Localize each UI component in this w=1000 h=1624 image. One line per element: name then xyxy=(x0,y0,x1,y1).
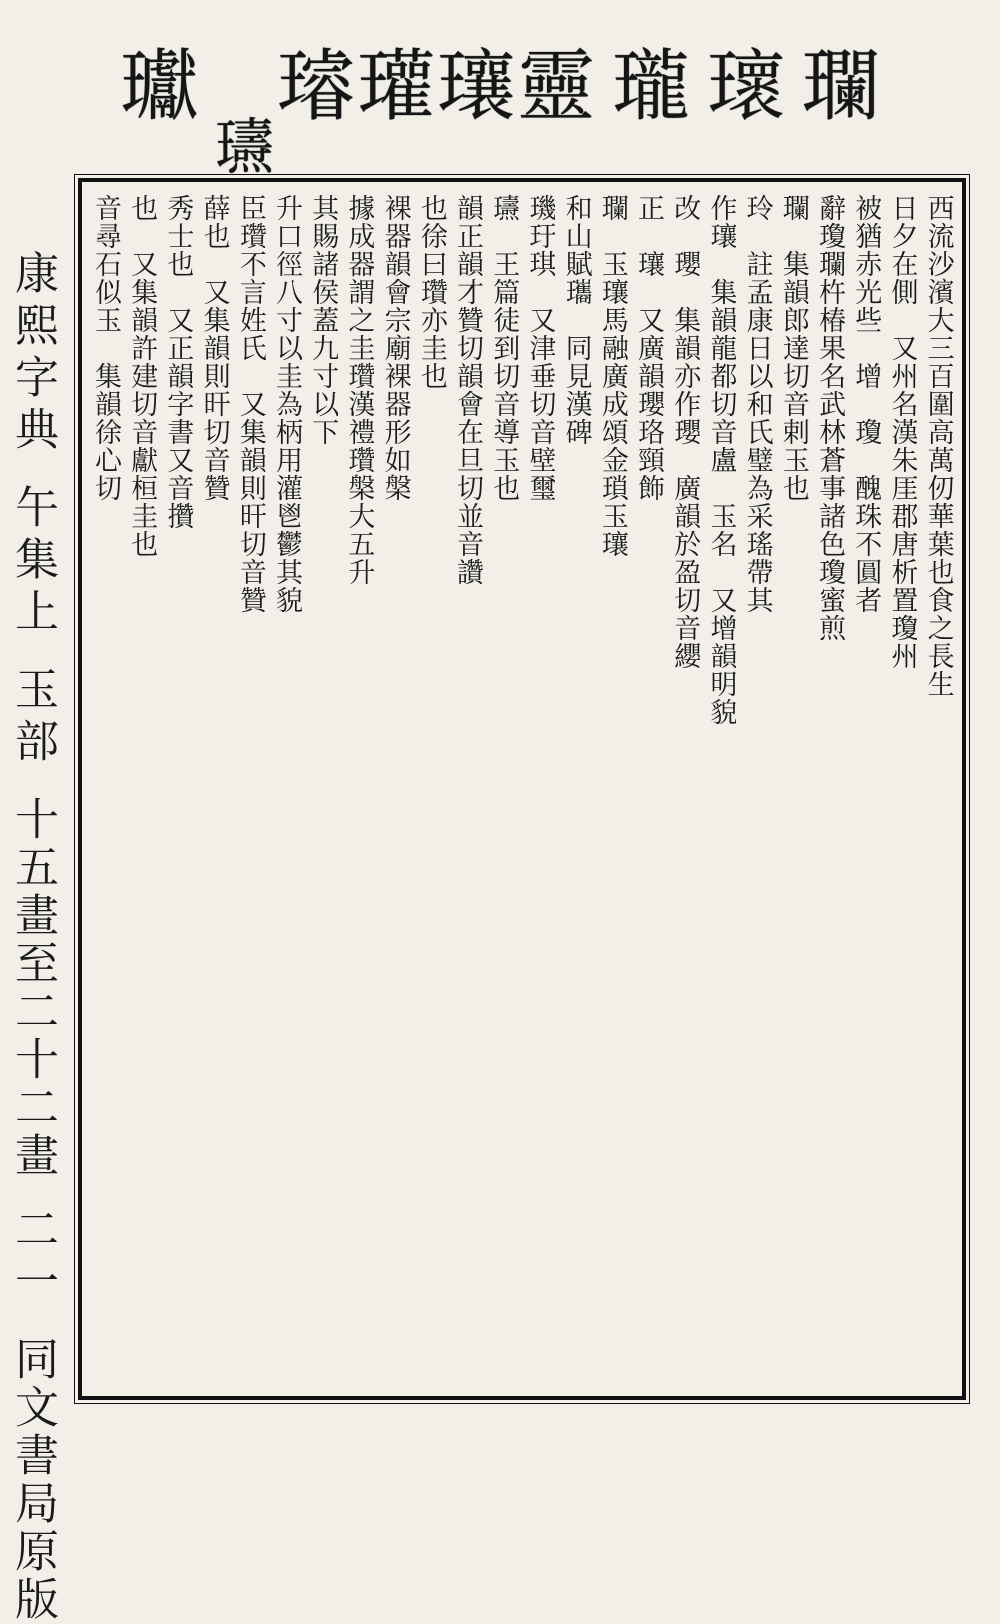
text-frame xyxy=(78,178,966,1400)
text-column: 瓙 王篇徒到切音導玉也 xyxy=(488,194,520,502)
text-column: 被猶赤光些 增 瓊 醜珠不圓者 xyxy=(850,194,882,614)
seal-char: 瓌 xyxy=(707,42,786,132)
seal-char: 瓘 xyxy=(357,42,436,132)
text-column: 辭瓊瓓杵椿果名武林蒼事諸色瓊蜜煎 xyxy=(814,194,846,642)
section-label: 午集上 xyxy=(7,484,58,640)
text-column: 秀士也 又正韻字書又音攢 xyxy=(162,194,194,530)
page-number: 二一 xyxy=(7,1206,58,1310)
seal-char: 瓛 xyxy=(120,42,199,132)
text-column: 瓓 集韻郎達切音剌玉也 xyxy=(777,194,809,502)
text-column: 裸器韻會宗廟裸器形如槃 xyxy=(379,194,411,502)
text-column: 改 瓔 集韻亦作瓔 廣韻於盈切音纓 xyxy=(669,194,701,670)
text-column: 臣瓚不言姓氏 又集韻則旰切音贊 xyxy=(234,194,266,614)
page-spine xyxy=(4,250,60,1624)
publisher-label: 同文書局原版 xyxy=(7,1336,58,1624)
text-column: 其賜諸侯蓋九寸以下 xyxy=(307,194,339,446)
seal-char: 瓖 xyxy=(437,42,516,132)
text-columns xyxy=(90,194,954,1384)
text-column: 也徐曰瓚亦圭也 xyxy=(415,194,447,390)
text-column: 薛也 又集韻則旰切音贊 xyxy=(198,194,230,502)
text-column: 玲 註孟康日以和氏璧為采瑤帶其 xyxy=(741,194,773,614)
text-column: 璣玗琪 又津垂切音壁璽 xyxy=(524,194,556,502)
text-column: 升口徑八寸以圭為柄用灌鬯鬱其貌 xyxy=(271,194,303,614)
seal-cluster xyxy=(214,42,596,183)
text-column: 據成器謂之圭瓚漢禮瓚槃大五升 xyxy=(343,194,375,586)
seal-script-strip xyxy=(120,42,880,183)
text-column: 也 又集韻許建切音獻桓圭也 xyxy=(126,194,158,558)
text-column: 和山賦瓗 同見漢碑 xyxy=(560,194,592,446)
text-column: 瓓 玉瓖馬融廣成頌金瑣玉瓖 xyxy=(596,194,628,558)
text-column: 韻正韻才贊切韻會在旦切並音讚 xyxy=(452,194,484,586)
seal-char: 璿 xyxy=(276,42,355,132)
text-column: 音尋石似玉 集韻徐心切 xyxy=(90,194,121,502)
dictionary-title: 康熙字典 xyxy=(7,250,58,458)
seal-char: 瓙 xyxy=(214,113,275,183)
seal-char: 靈 xyxy=(517,42,596,132)
radical-label: 玉部 xyxy=(7,666,58,770)
seal-char: 瓏 xyxy=(612,42,691,132)
text-column: 西流沙濱大三百圍高萬仞華葉也食之長生 xyxy=(922,194,954,698)
seal-char: 瓓 xyxy=(801,42,880,132)
text-column: 正 瓖 又廣韻瓔珞頸飾 xyxy=(633,194,665,502)
text-column: 作瓖 集韻龍都切音盧 玉名 又增韻明貌 xyxy=(705,194,737,726)
text-column: 日夕在側 又州名漢朱厓郡唐析置瓊州 xyxy=(886,194,918,670)
stroke-range: 十五畫至二十二畫 xyxy=(7,796,58,1180)
